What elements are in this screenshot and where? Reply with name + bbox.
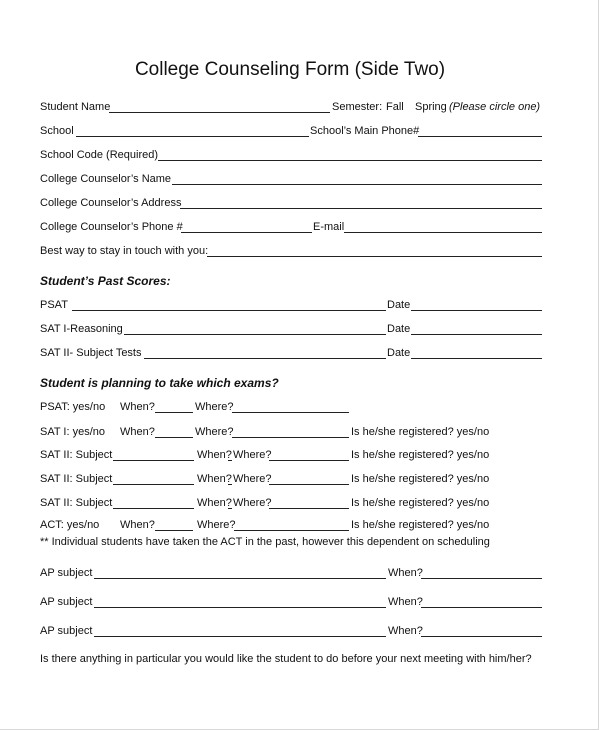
sat1-date-field[interactable] xyxy=(411,334,542,335)
school-phone-label: School’s Main Phone# xyxy=(310,125,420,137)
exams-heading: Student is planning to take which exams? xyxy=(40,376,279,390)
sat2a-when-label: When? xyxy=(197,449,232,461)
act-note: ** Individual students have taken the ACT in the past, however this dependent on scheduling xyxy=(40,536,490,548)
school-label: School xyxy=(40,125,74,137)
sat2c-where-field[interactable] xyxy=(269,508,349,509)
sat1-where-label: Where? xyxy=(195,426,234,438)
psat-when-label: When? xyxy=(120,401,155,413)
sat2c-plan-label: SAT II: Subject xyxy=(40,497,113,509)
ap-when-label: When? xyxy=(388,567,423,579)
sat2c-subject-field[interactable] xyxy=(113,508,194,509)
sat1-date-label: Date xyxy=(387,323,411,335)
best-way-label: Best way to stay in touch with you: xyxy=(40,245,209,257)
psat-score-field[interactable] xyxy=(72,310,386,311)
act-registered-label: Is he/she registered? yes/no xyxy=(351,519,490,531)
circle-one-note: (Please circle one) xyxy=(449,101,541,113)
sat2b-when-label: When? xyxy=(197,473,232,485)
sat2b-plan-label: SAT II: Subject xyxy=(40,473,113,485)
act-when-label: When? xyxy=(120,519,155,531)
sat1-where-field[interactable] xyxy=(232,437,349,438)
sat2a-when-field[interactable] xyxy=(228,460,232,461)
ap-subject-field[interactable] xyxy=(94,636,386,637)
school-code-label: School Code (Required) xyxy=(40,149,159,161)
act-where-label: Where? xyxy=(197,519,236,531)
sat2c-registered-label: Is he/she registered? yes/no xyxy=(351,497,490,509)
email-label: E-mail xyxy=(313,221,345,233)
sat2-date-field[interactable] xyxy=(411,358,542,359)
school-code-field[interactable] xyxy=(158,160,542,161)
act-when-field[interactable] xyxy=(155,530,193,531)
counselor-name-field[interactable] xyxy=(172,184,542,185)
page-title: College Counseling Form (Side Two) xyxy=(134,59,446,80)
ap-subject-field[interactable] xyxy=(94,607,386,608)
sat2a-where-label: Where? xyxy=(233,449,272,461)
sat2b-registered-label: Is he/she registered? yes/no xyxy=(351,473,490,485)
ap-subject-label: AP subject xyxy=(40,567,93,579)
school-phone-field[interactable] xyxy=(418,136,542,137)
student-name-field[interactable] xyxy=(109,112,330,113)
best-way-field[interactable] xyxy=(207,256,542,257)
psat-plan-label: PSAT: yes/no xyxy=(40,401,106,413)
ap-when-label: When? xyxy=(388,625,423,637)
sat2-score-label: SAT II- Subject Tests xyxy=(40,347,142,359)
sat1-plan-label: SAT I: yes/no xyxy=(40,426,106,438)
act-where-field[interactable] xyxy=(234,530,349,531)
counselor-phone-field[interactable] xyxy=(181,232,312,233)
psat-score-label: PSAT xyxy=(40,299,68,311)
psat-date-label: Date xyxy=(387,299,411,311)
sat2-score-field[interactable] xyxy=(144,358,386,359)
sat2c-when-label: When? xyxy=(197,497,232,509)
sat1-score-label: SAT I-Reasoning xyxy=(40,323,123,335)
sat2a-plan-label: SAT II: Subject xyxy=(40,449,113,461)
email-field[interactable] xyxy=(344,232,542,233)
ap-subject-label: AP subject xyxy=(40,625,93,637)
psat-where-field[interactable] xyxy=(232,412,349,413)
sat2b-subject-field[interactable] xyxy=(113,484,194,485)
closing-question: Is there anything in particular you would like the student to do before your next meeting with him/her? xyxy=(40,653,532,665)
ap-when-field[interactable] xyxy=(421,636,542,637)
sat1-when-field[interactable] xyxy=(155,437,193,438)
fall-option[interactable]: Fall xyxy=(386,101,404,113)
student-name-label: Student Name xyxy=(40,101,111,113)
sat2b-where-field[interactable] xyxy=(269,484,349,485)
sat2b-where-label: Where? xyxy=(233,473,272,485)
sat2c-when-field[interactable] xyxy=(228,508,232,509)
psat-date-field[interactable] xyxy=(411,310,542,311)
ap-subject-label: AP subject xyxy=(40,596,93,608)
act-plan-label: ACT: yes/no xyxy=(40,519,100,531)
past-scores-heading: Student’s Past Scores: xyxy=(40,274,171,288)
school-field[interactable] xyxy=(76,136,309,137)
ap-subject-field[interactable] xyxy=(94,578,386,579)
sat2c-where-label: Where? xyxy=(233,497,272,509)
counselor-phone-label: College Counselor’s Phone # xyxy=(40,221,183,233)
ap-when-label: When? xyxy=(388,596,423,608)
spring-option[interactable]: Spring xyxy=(415,101,447,113)
sat2a-registered-label: Is he/she registered? yes/no xyxy=(351,449,490,461)
sat2b-when-field[interactable] xyxy=(228,484,232,485)
sat2-date-label: Date xyxy=(387,347,411,359)
sat1-registered-label: Is he/she registered? yes/no xyxy=(351,426,490,438)
psat-when-field[interactable] xyxy=(155,412,193,413)
sat1-when-label: When? xyxy=(120,426,155,438)
sat1-score-field[interactable] xyxy=(124,334,386,335)
ap-when-field[interactable] xyxy=(421,578,542,579)
counselor-name-label: College Counselor’s Name xyxy=(40,173,172,185)
counselor-address-label: College Counselor’s Address xyxy=(40,197,182,209)
sat2a-where-field[interactable] xyxy=(269,460,349,461)
semester-label: Semester: xyxy=(332,101,383,113)
psat-where-label: Where? xyxy=(195,401,234,413)
sat2a-subject-field[interactable] xyxy=(113,460,194,461)
ap-when-field[interactable] xyxy=(421,607,542,608)
counselor-address-field[interactable] xyxy=(180,208,542,209)
